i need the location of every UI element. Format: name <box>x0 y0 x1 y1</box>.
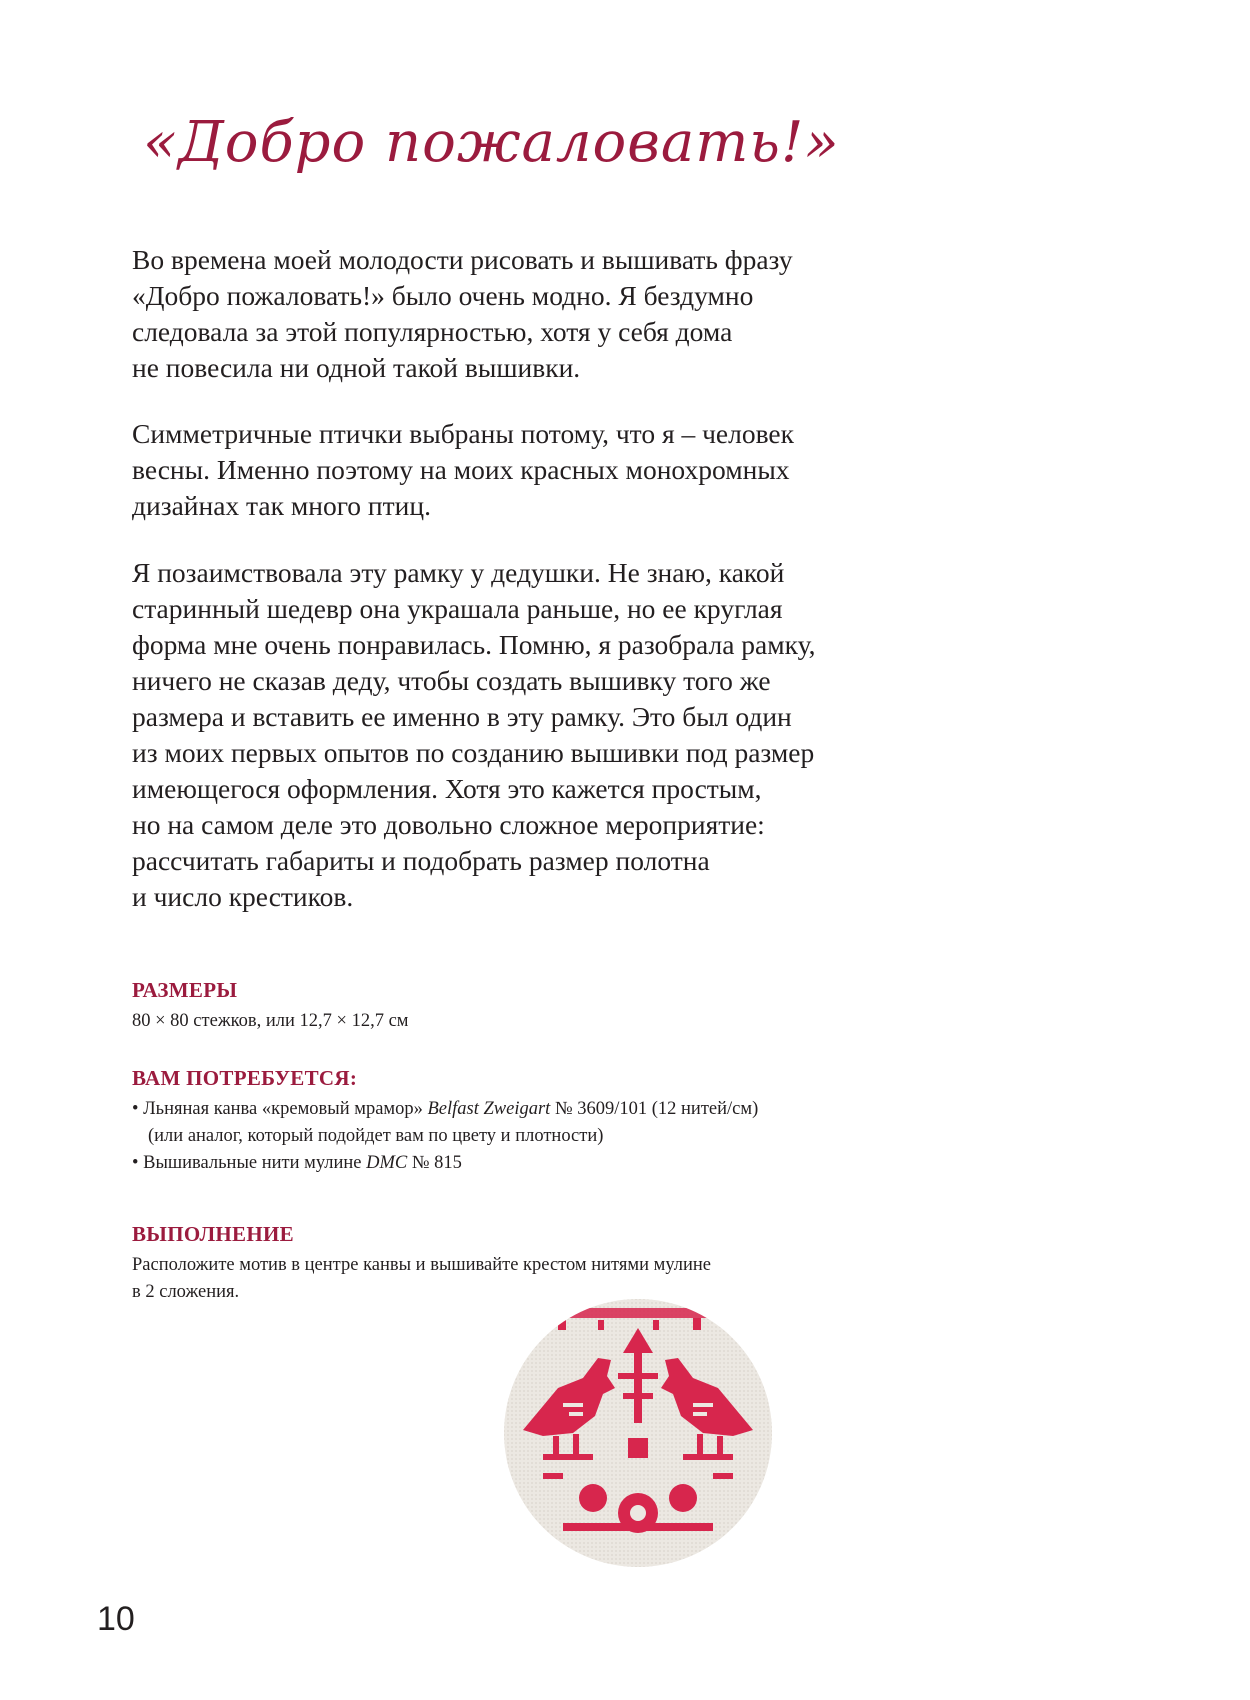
paragraph-3 <box>132 555 1012 915</box>
text-line: «Добро пожаловать!» было очень модно. Я бездумно <box>132 280 754 311</box>
text-line: форма мне очень понравилась. Помню, я разобрала рамку, <box>132 629 816 660</box>
sizes-heading: РАЗМЕРЫ <box>132 978 238 1002</box>
text-line: Во времена моей молодости рисовать и вышивать фразу <box>132 244 793 275</box>
sizes-text: 80 × 80 стежков, или 12,7 × 12,7 см <box>132 1011 409 1031</box>
instructions-heading: ВЫПОЛНЕНИЕ <box>132 1222 294 1246</box>
text-line: имеющегося оформления. Хотя это кажется простым, <box>132 773 762 804</box>
text-line: старинный шедевр она украшала раньше, но ее круглая <box>132 593 783 624</box>
item-text: № 3609/101 (12 нитей/см) <box>550 1099 759 1119</box>
text-line: следовала за этой популярностью, хотя у себя дома <box>132 316 733 347</box>
paragraph-1 <box>132 242 1012 386</box>
text-line: весны. Именно поэтому на моих красных монохромных <box>132 454 790 485</box>
list-item-continuation: (или аналог, который подойдет вам по цвету и плотности) <box>148 1126 604 1146</box>
list-item <box>132 1150 758 1177</box>
text-line: из моих первых опытов по созданию вышивки под размер <box>132 737 815 768</box>
brand-name: Belfast Zweigart <box>427 1099 551 1119</box>
page-number: 10 <box>97 1600 135 1638</box>
text-line: размера и вставить ее именно в эту рамку. Это был один <box>132 701 792 732</box>
text-line: ничего не сказав деду, чтобы создать вышивку того же <box>132 665 771 696</box>
text-line: Я позаимствовала эту рамку у дедушки. Не знаю, какой <box>132 557 785 588</box>
text-line: рассчитать габариты и подобрать размер полотна <box>132 845 710 876</box>
text-line: не повесила ни одной такой вышивки. <box>132 352 581 383</box>
text-line: Расположите мотив в центре канвы и вышивайте крестом нитями мулине <box>132 1255 712 1275</box>
list-item <box>132 1096 758 1123</box>
item-text: • Льняная канва «кремовый мрамор» <box>132 1099 428 1119</box>
text-line: дизайнах так много птиц. <box>132 490 431 521</box>
text-line: в 2 сложения. <box>132 1282 240 1302</box>
item-text: • Вышивальные нити мулине <box>132 1153 367 1173</box>
item-text: № 815 <box>407 1153 462 1173</box>
page-title: «Добро пожаловать!» <box>143 110 840 175</box>
materials-list <box>132 1096 758 1177</box>
embroidery-photo <box>503 1298 773 1568</box>
brand-name: DMC <box>366 1153 408 1173</box>
text-line: Симметричные птички выбраны потому, что я – человек <box>132 418 795 449</box>
paragraph-2 <box>132 416 1012 524</box>
text-line: но на самом деле это довольно сложное мероприятие: <box>132 809 765 840</box>
text-line: и число крестиков. <box>132 881 354 912</box>
materials-heading: ВАМ ПОТРЕБУЕТСЯ: <box>132 1066 358 1090</box>
